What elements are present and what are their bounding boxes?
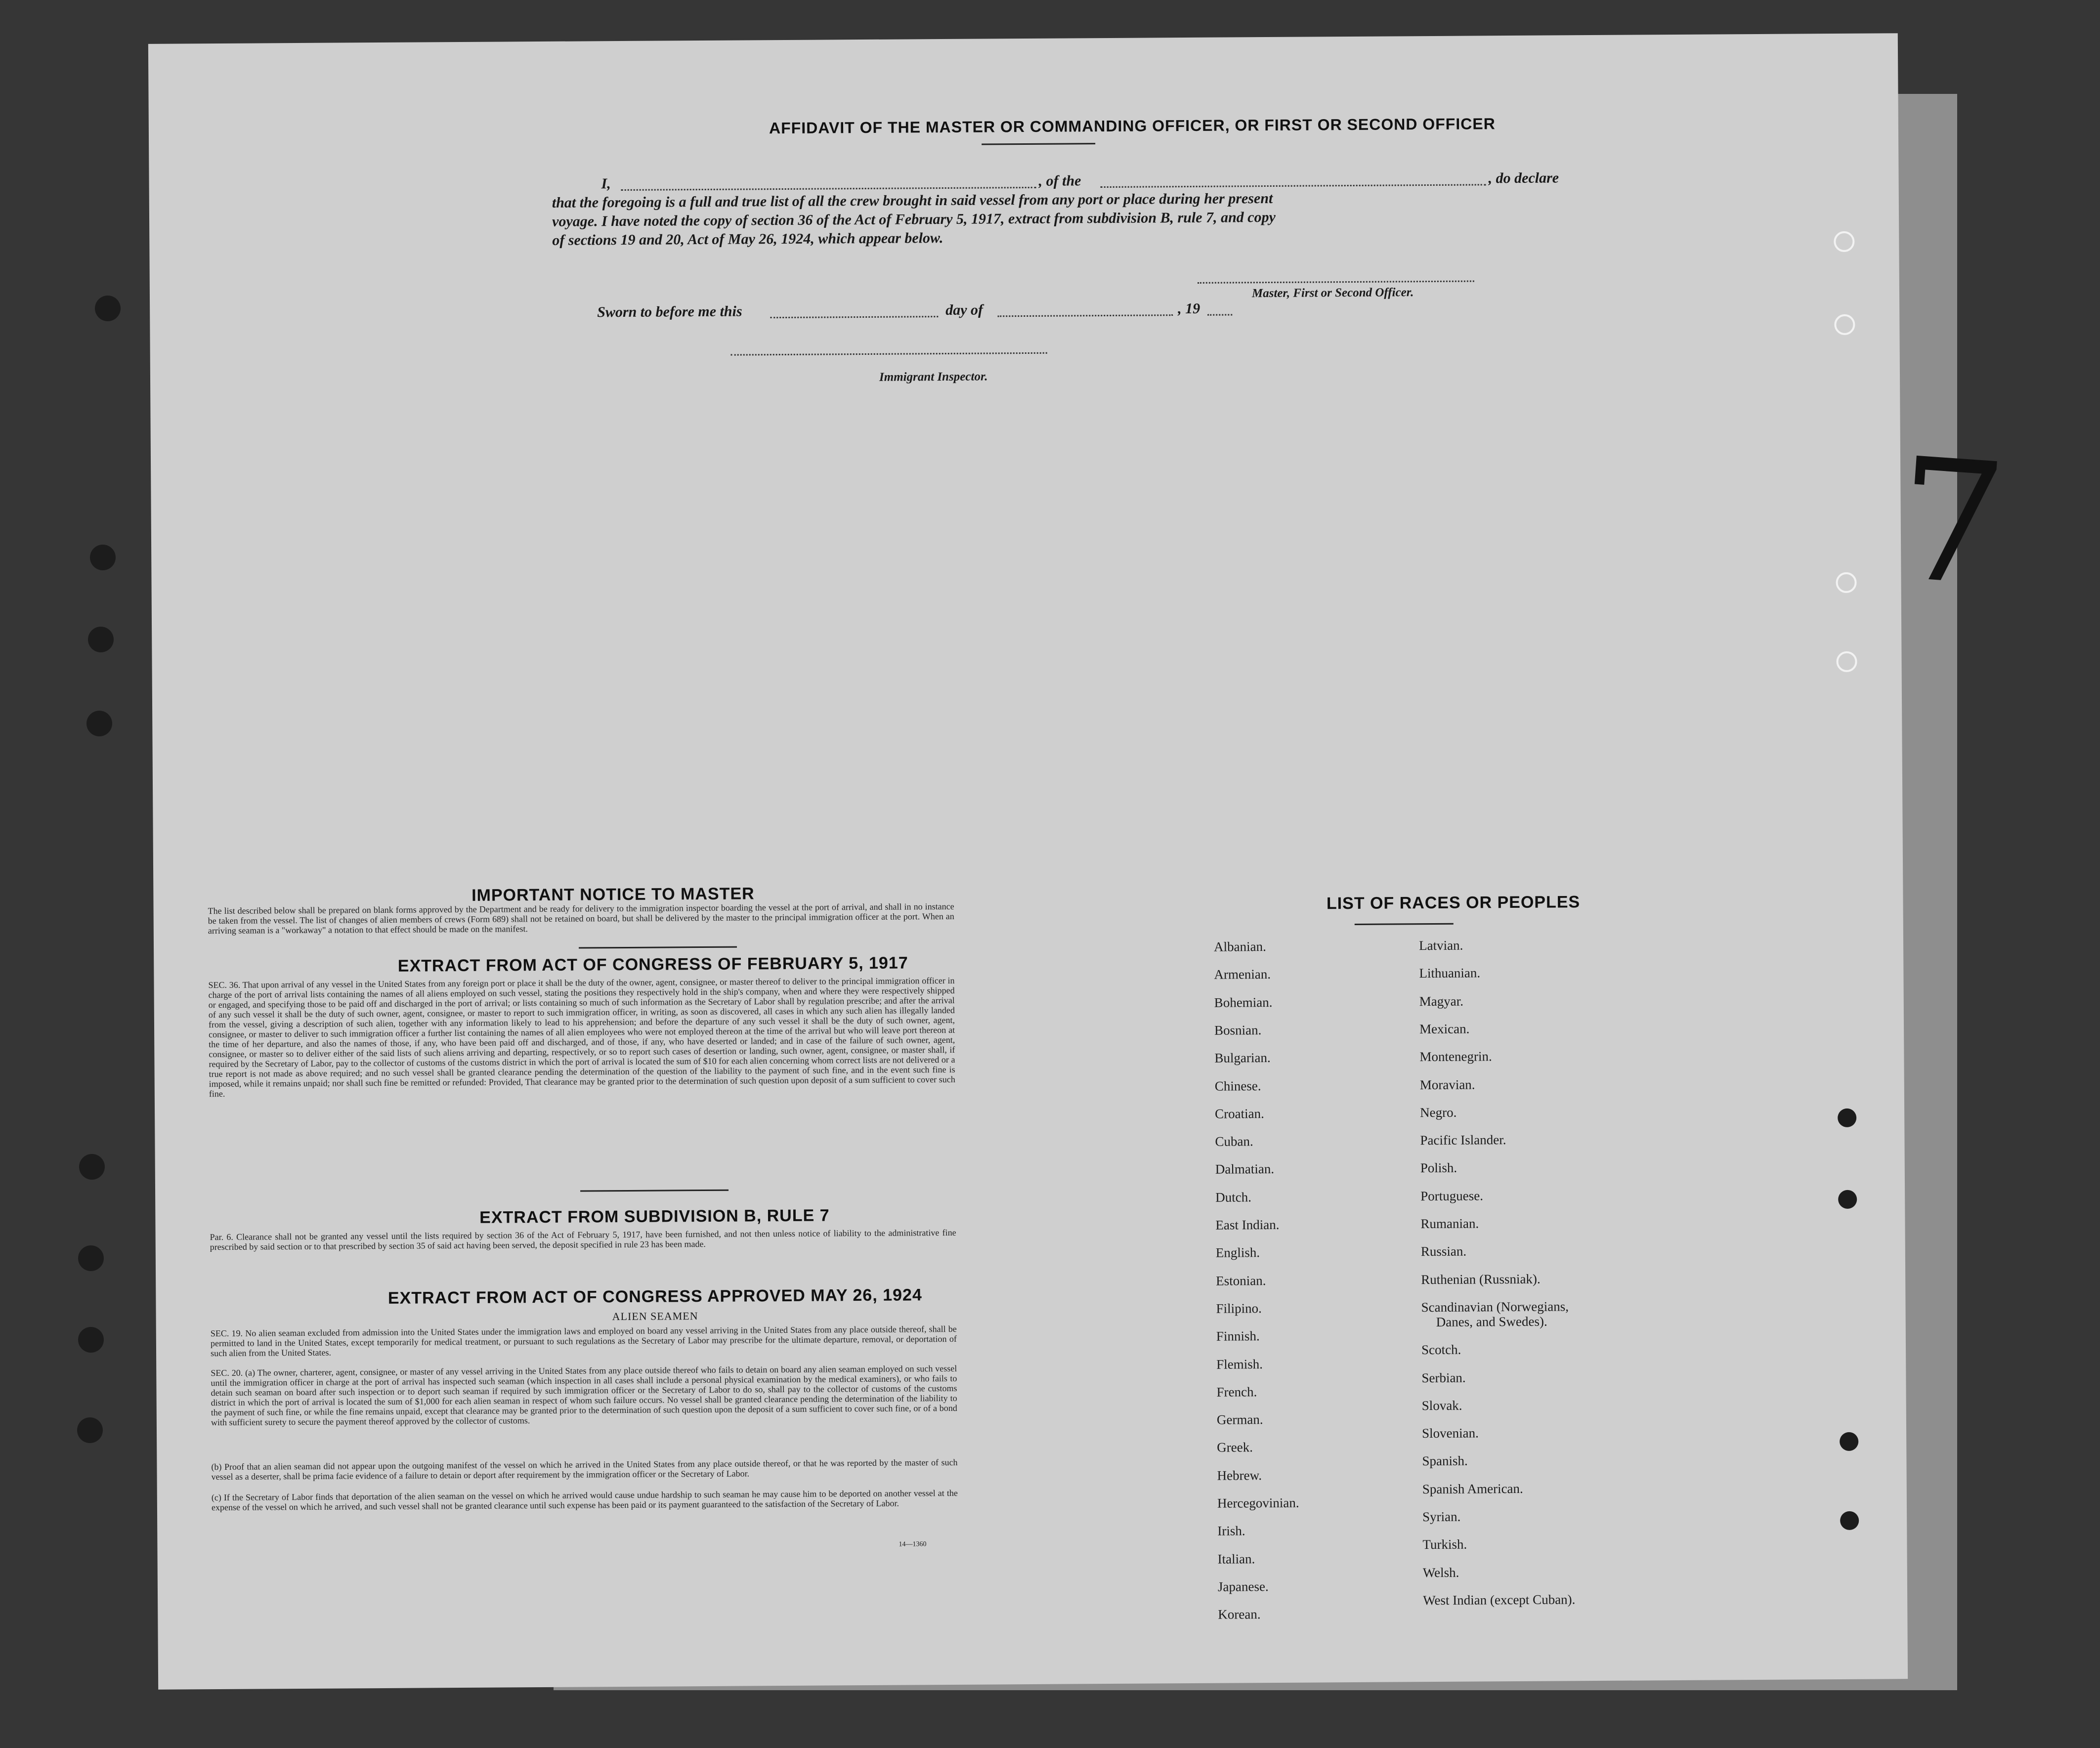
race-item: Albanian. (1213, 939, 1266, 954)
race-item: Negro. (1420, 1105, 1457, 1120)
race-item: Welsh. (1422, 1565, 1459, 1580)
binder-hole (86, 711, 112, 736)
race-item: Irish. (1217, 1523, 1245, 1538)
divider (580, 1190, 729, 1192)
race-item: Greek. (1217, 1440, 1253, 1455)
race-item: Cuban. (1215, 1134, 1253, 1149)
form-number: 14—1360 (899, 1540, 927, 1548)
inspector-label: Immigrant Inspector. (879, 370, 988, 384)
binder-ring (1834, 231, 1854, 252)
race-item: English. (1215, 1245, 1260, 1260)
race-item: Dutch. (1215, 1189, 1251, 1205)
master-signature-label: Master, First or Second Officer. (1251, 286, 1414, 300)
sworn-day-blank[interactable] (770, 316, 938, 318)
race-item: Scandinavian (Norwegians, (1421, 1299, 1569, 1315)
sworn-label: Sworn to before me this (597, 303, 742, 321)
extract-1917-body: SEC. 36. That upon arrival of any vessel in the United States from any foreign port or place it shall be the duty of the owner, agent, consignee, or master thereof to deliver to the principal immigration officer in charge of the port of arrival lists containing the names of all aliens employed on such vessel, stating the positions they respectively hold in the ship's company, when and where they were respectively shipped or engaged, and specifying those to be paid off and discharged in the port of arrival; or lists containing so much of such information as the Secretary of Labor shall by regulation prescribe; and after the arrival of any such vessel it shall be the duty of such owner, agent, consignee, or master to report to such immigration officer, in writing, as soon as discovered, all cases in which any such alien has illegally landed from the vessel, giving a description of such alien, together with any information likely to lead to his apprehension; and before the departure of any such vessel it shall be the duty of such owner, agent, consignee, or master to deliver to such immigration officer a further list containing the names of all alien employees who were not employed thereon at the time of the arrival but who will leave port thereon at the time of her departure, and also the names of those, if any, who have been paid off and discharged, and of those, if any, who have deserted or landed; and in case of the failure of such owner, agent, consignee, or master so to deliver either of the said lists of such aliens arriving and departing, respectively, or so to report such cases of desertion or landing, such owner, agent, consignee, or master shall, if required by the Secretary of Labor, pay to the collector of customs of the customs district in which the port of arrival is located the sum of $10 for each alien concerning whom correct lists are not delivered or a true report is not made as above required; and no such vessel shall be granted clearance pending the determination of the question of the liability to the payment of such fine, and in the event such fine is imposed, while it remains unpaid; nor shall such fine be remitted or refunded: Provided, That clearance may be granted prior to the determination of such question upon deposit of a sum sufficient to cover such fine. (208, 975, 955, 1099)
declaration-line-4: of sections 19 and 20, Act of May 26, 1924, which appear below. (552, 230, 943, 249)
extract-1924-subtitle: ALIEN SEAMEN (612, 1310, 698, 1323)
race-item: Polish. (1420, 1160, 1457, 1176)
binder-hole (79, 1154, 105, 1180)
notice-body: The list described below shall be prepared on blank forms approved by the Department and be ready for delivery to the immigration inspector boarding the vessel at the port of arrival, and shall in no instance be taken from the vessel. The list of changes of alien members of crews (Form 689) shall not be retained on board, but shall be delivered by the master to the principal immigration officer at the port. When an arriving seaman is a "workaway" a notation to that effect should be made on the manifest. (208, 901, 954, 936)
race-item: Syrian. (1422, 1509, 1461, 1525)
divider (982, 143, 1095, 145)
affidavit-page (148, 33, 1908, 1690)
race-item: Flemish. (1216, 1356, 1263, 1372)
extract-rule7-title: EXTRACT FROM SUBDIVISION B, RULE 7 (479, 1206, 830, 1227)
race-item: Croatian. (1215, 1106, 1264, 1121)
race-item: East Indian. (1215, 1217, 1280, 1233)
race-item: Latvian. (1418, 938, 1463, 953)
race-item: Japanese. (1217, 1578, 1269, 1594)
binder-hole (1838, 1190, 1857, 1209)
extract-1924-sec20a: SEC. 20. (a) The owner, charterer, agent, consignee, or master of any vessel arriving in the United States from any place outside thereof who fails to detain on board any alien seaman employed on such vessel until the immigration officer in charge at the port of arrival has inspected such seaman (which inspection in all cases shall include a personal physical examination by the medical examiners), or who fails to detain such seaman on board after such inspection or to deport such seaman if required by such immigration officer or the Secretary of Labor to do so, shall pay to the collector of customs of the customs district in which the port of arrival is located the sum of $1,000 for each alien seaman in respect of whom such failure occurs. No vessel shall be granted clearance pending the determination of the liability to the payment of such fine, or while the fine remains unpaid, except that clearance may be granted prior to the determination of such question upon the deposit of a sum sufficient to cover such fine, or of a bond with sufficient surety to secure the payment thereof approved by the collector of customs. (211, 1363, 957, 1428)
race-item: Slovak. (1421, 1398, 1462, 1413)
do-declare-label: , do declare (1488, 170, 1559, 187)
race-item: Finnish. (1216, 1328, 1260, 1344)
race-item: Dalmatian. (1215, 1161, 1275, 1177)
race-item: Pacific Islander. (1420, 1132, 1506, 1148)
race-item: Ruthenian (Russniak). (1421, 1271, 1541, 1287)
race-item: Italian. (1217, 1551, 1255, 1567)
race-item: Serbian. (1421, 1370, 1466, 1385)
race-item: Hercegovinian. (1217, 1495, 1299, 1511)
binder-hole (1840, 1511, 1859, 1530)
race-item: Danes, and Swedes). (1436, 1314, 1547, 1329)
races-left-column (148, 33, 1898, 44)
race-item: Russian. (1420, 1243, 1467, 1259)
declaration-line-2: that the foregoing is a full and true list of all the crew brought in said vessel from any port or place during her present (552, 190, 1273, 211)
divider (1355, 923, 1454, 925)
race-item: German. (1216, 1412, 1263, 1427)
race-item: Korean. (1218, 1607, 1261, 1622)
race-item: Hebrew. (1217, 1467, 1262, 1483)
inspector-signature-blank[interactable] (731, 352, 1047, 356)
declaration-line-3: voyage. I have noted the copy of section 36 of the Act of February 5, 1917, extract from subdivision B, rule 7, and copy (552, 209, 1276, 230)
sworn-month-blank[interactable] (997, 314, 1173, 317)
extract-1924-sec19: SEC. 19. No alien seaman excluded from admission into the United States under the immigration laws and employed on board any vessel arriving in the United States from any place outside thereof, shall be permitted to land in the United States, except temporarily for medical treatment, or pursuant to such regulations as the Secretary of Labor may prescribe for the ultimate departure, removal, or deportation of such alien from the United States. (210, 1323, 957, 1359)
race-item: Scotch. (1421, 1342, 1461, 1358)
extract-rule7-body: Par. 6. Clearance shall not be granted any vessel until the lists required by section 36 of the Act of February 5, 1917, have been furnished, and not then unless notice of liability to the administrative fine prescribed by said section or to that prescribed by section 35 of said act having been served, the deposit specified in rule 23 has been made. (210, 1227, 956, 1252)
race-item: Moravian. (1419, 1076, 1475, 1092)
extract-1924-sec20c: (c) If the Secretary of Labor finds that deportation of the alien seaman on the vessel on which he arrived would cause undue hardship to such seaman he may cause him to be deported on another vessel at the expense of the vessel on which he arrived, and such vessel shall not be granted clearance until such expense has been paid or its payment guaranteed to the satisfaction of the Secretary of Labor. (211, 1488, 958, 1513)
handwritten-sheet-number: 7 (1891, 421, 2012, 625)
sworn-year-blank[interactable] (1207, 314, 1232, 315)
binder-ring (1834, 314, 1855, 335)
vessel-blank[interactable] (1101, 184, 1486, 188)
race-item: Bohemian. (1214, 994, 1273, 1010)
binder-hole (88, 627, 114, 652)
race-item: Chinese. (1214, 1078, 1261, 1094)
race-item: Filipino. (1216, 1301, 1262, 1316)
race-item: Bosnian. (1214, 1023, 1262, 1038)
race-item: French. (1216, 1384, 1257, 1400)
divider (579, 946, 737, 949)
race-item: Estonian. (1216, 1273, 1266, 1288)
binder-hole (1838, 1108, 1856, 1127)
binder-ring (1836, 572, 1856, 593)
race-item: Montenegrin. (1419, 1049, 1492, 1065)
of-the-label: , of the (1038, 172, 1081, 189)
race-item: Mexican. (1419, 1021, 1470, 1037)
race-item: Magyar. (1419, 993, 1464, 1009)
race-item: Armenian. (1214, 967, 1271, 982)
binder-hole (78, 1245, 104, 1271)
binder-ring (1836, 651, 1857, 672)
race-item: Slovenian. (1421, 1425, 1479, 1441)
race-item: Bulgarian. (1214, 1050, 1271, 1066)
races-right-column (148, 33, 1898, 44)
extract-1917-title: EXTRACT FROM ACT OF CONGRESS OF FEBRUARY 5, 1917 (397, 953, 908, 976)
master-signature-blank[interactable] (1198, 280, 1474, 283)
binder-hole (95, 296, 121, 321)
day-of-label: day of (945, 301, 984, 318)
race-item: Rumanian. (1420, 1216, 1479, 1232)
races-title: LIST OF RACES OR PEOPLES (1326, 893, 1581, 913)
race-item: Spanish. (1422, 1453, 1468, 1469)
race-item: Lithuanian. (1419, 965, 1481, 981)
name-blank[interactable] (621, 187, 1036, 191)
race-item: Portuguese. (1420, 1188, 1483, 1203)
binder-hole (78, 1327, 104, 1353)
binder-hole (77, 1417, 103, 1443)
affidavit-title: AFFIDAVIT OF THE MASTER OR COMMANDING OFFICER, OR FIRST OR SECOND OFFICER (769, 115, 1496, 137)
extract-1924-title: EXTRACT FROM ACT OF CONGRESS APPROVED MAY 26, 1924 (387, 1285, 922, 1308)
race-item: Turkish. (1422, 1536, 1467, 1552)
binder-hole (90, 545, 116, 570)
binder-hole (1840, 1432, 1858, 1451)
notice-title: IMPORTANT NOTICE TO MASTER (471, 884, 755, 905)
race-item: West Indian (except Cuban). (1423, 1592, 1576, 1608)
year-label: , 19 (1178, 300, 1200, 317)
i-label: I, (601, 175, 611, 192)
race-item: Spanish American. (1422, 1481, 1523, 1496)
extract-1924-sec20b: (b) Proof that an alien seaman did not appear upon the outgoing manifest of the vessel on which he arrived in the United States from any place outside thereof, or that he was reported by the master of such vessel as a deserter, shall be prima facie evidence of a failure to detain or deport after requirement by the immigration officer or the Secretary of Labor. (211, 1457, 958, 1482)
